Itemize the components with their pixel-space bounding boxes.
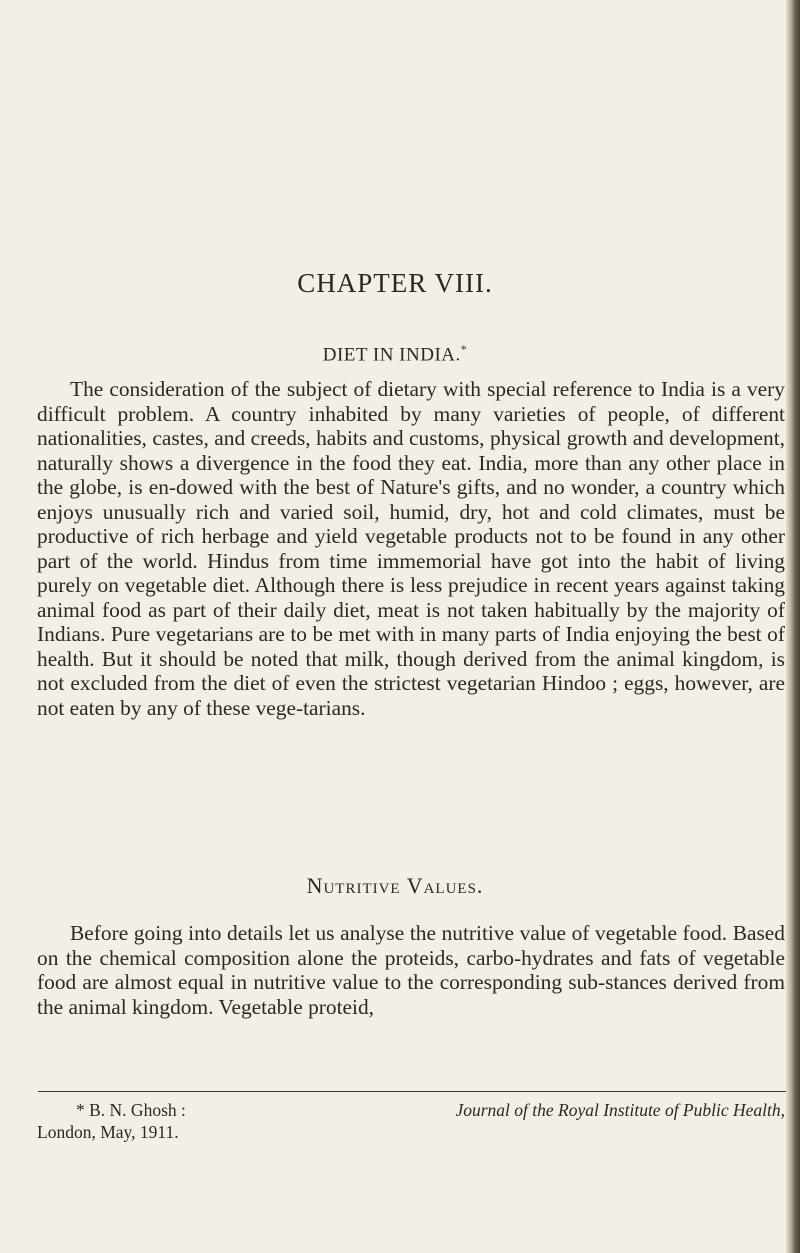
body-paragraph-2: Before going into details let us analyse the nutritive value of vegetable food. Based on the chemical composition alone the proteids, carbo-hydrates and fats of vegetable food are almost equal in nutritive value to the corresponding sub-stances derived from the animal kingdom. Vegetable proteid, xyxy=(37,921,785,1019)
chapter-title-text: DIET IN INDIA. xyxy=(322,344,461,366)
footnote-divider xyxy=(38,1091,786,1092)
footnote-location-date: London, May, 1911. xyxy=(37,1122,179,1142)
footnote-reference: * xyxy=(460,342,468,356)
section-subheading: Nutritive Values. xyxy=(306,873,484,898)
footnote-journal: Journal of the Royal Institute of Public Health, xyxy=(455,1100,785,1120)
footnote xyxy=(37,1099,785,1143)
page-binding-edge xyxy=(786,0,800,1253)
footnote-author: * B. N. Ghosh : xyxy=(76,1100,186,1120)
footnote-line-1 xyxy=(37,1099,785,1121)
body-paragraph-1: The consideration of the subject of dietary with special reference to India is a very difficult problem. A country inhabited by many varieties of people, of different nationalities, castes, and creeds, habits and customs, physical growth and development, naturally shows a divergence in the food they eat. India, more than any other place in the globe, is en-dowed with the best of Nature's gifts, and no wonder, a country which enjoys unusually rich and varied soil, humid, dry, hot and cold climates, must be productive of rich herbage and yield vegetable products not to be found in any other part of the world. Hindus from time immemorial have got into the habit of living purely on vegetable diet. Although there is less prejudice in recent years against taking animal food as part of their daily diet, meat is not taken habitually by the majority of Indians. Pure vegetarians are to be met with in many parts of India enjoying the best of health. But it should be noted that milk, though derived from the animal kingdom, is not excluded from the diet of even the strictest vegetarian Hindoo ; eggs, however, are not eaten by any of these vege-tarians. xyxy=(37,377,785,720)
chapter-heading: CHAPTER VIII. xyxy=(297,268,493,298)
chapter-title xyxy=(0,342,790,366)
